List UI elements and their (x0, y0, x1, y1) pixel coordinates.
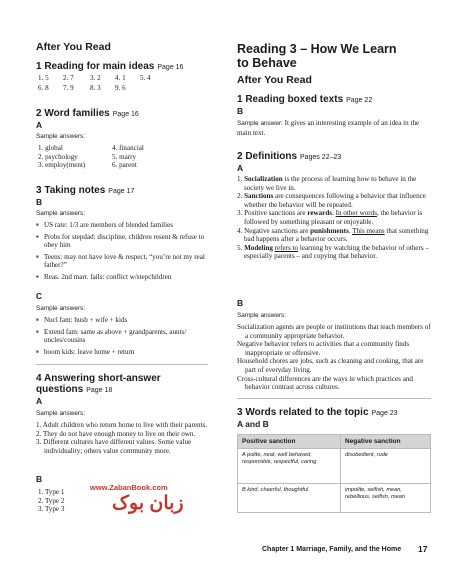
type-item: 2. Type 2 (38, 496, 65, 505)
note-item: ■ Probs for stepdad: discipline, children resent & refuse to obey him (36, 233, 206, 250)
reading-title-line: Reading 3 – How We Learn (237, 42, 397, 56)
type-item: 1. Type 1 (38, 488, 65, 496)
watermark-logo-text: زبان بوک (112, 493, 184, 514)
definition-paragraph: Negative behavior refers to activities that a community finds inappropriate or offensive. (237, 340, 410, 357)
section-words-topic-heading (237, 407, 398, 418)
column-header-negative: Negative sanction (341, 435, 431, 449)
sample-answers-label: Sample answers: (36, 305, 86, 312)
definition-item (237, 209, 429, 226)
page-ref: Page 16 (112, 111, 139, 118)
def-text: Negative sanctions are (244, 226, 311, 235)
answers-row-2 (38, 84, 140, 93)
section-taking-notes-heading (36, 185, 134, 196)
def-number: 1. (237, 175, 245, 183)
sample-answers-label: Sample answers: (237, 312, 287, 319)
sample-answer-text: It gives an interesting example of an idea in the main text. (237, 119, 420, 137)
type-item: 3. Type 3 (38, 505, 65, 514)
section-boxed-texts-heading (237, 94, 372, 105)
section-divider (36, 364, 208, 365)
letter-a: A (36, 120, 43, 130)
sample-answers-label: Sample answers: (36, 210, 86, 217)
definition-item (237, 192, 429, 209)
table-cell: disobedient, rude (341, 449, 431, 484)
definition-item (237, 244, 429, 261)
table-row (238, 449, 431, 484)
definition-paragraph: Household chores are jobs, such as cleaning and cooking, that are part of everyday living. (237, 357, 424, 374)
notes-list-b (36, 221, 206, 282)
letter-a: A (237, 163, 244, 173)
after-you-read-heading: After You Read (237, 74, 312, 86)
answer: 1. 5 (38, 74, 49, 82)
definition-paragraph: Socialization agents are people or institutions that teach members of a community appropriate behavior. (237, 323, 431, 340)
boxed-text-answer (237, 119, 427, 137)
table-cell: B kind, cheerful, thoughtful (238, 484, 341, 513)
note-item: ■ Extend fam: same as above + grandparents, aunts/ uncles/cousins (36, 328, 206, 345)
answers-row-1 (38, 74, 165, 83)
reading-title (237, 42, 397, 70)
after-you-read-heading: After You Read (36, 41, 111, 53)
section-title: 3 Taking notes (36, 185, 106, 196)
page-ref: Page 16 (157, 64, 184, 71)
signal-phrase: In other words (335, 209, 377, 218)
answer: 7. 9 (63, 84, 74, 92)
page-ref: Page 17 (108, 188, 135, 195)
footer-page-number: 17 (418, 544, 428, 554)
table-cell: A polite, neat, well behaved, responsible, respectful, caring (238, 449, 341, 484)
signal-phrase: This means (352, 226, 385, 235)
def-term: Socialization (244, 175, 283, 183)
watermark (90, 483, 218, 523)
word-item: 3. employ(ment) (38, 161, 86, 170)
def-text: , the behavior is followed by something pleasant or enjoyable. (244, 209, 423, 226)
word-list-b (112, 144, 182, 170)
def-number: 5. (237, 243, 245, 252)
sanction-table (237, 434, 431, 513)
section-short-answer-heading (36, 373, 161, 396)
section-title: 2 Definitions (237, 151, 298, 162)
section-title: 1 Reading for main ideas (36, 61, 155, 72)
def-term: Modeling (244, 243, 273, 252)
page-ref: Page 22 (346, 97, 373, 104)
note-item: ■ boom kids: leave home + return (36, 348, 206, 357)
letter-c: C (36, 291, 43, 301)
section-title: 2 Word families (36, 108, 110, 119)
def-text: is the process of learning how to behave in the society we live in. (244, 175, 417, 192)
page-ref: Page 23 (371, 410, 398, 417)
notes-list-c (36, 316, 206, 356)
def-text: learning by watching the behavior of others – especially parents – and copying that behavior. (244, 243, 429, 261)
watermark-url: www.ZabanBook.com (90, 483, 168, 492)
signal-phrase: refers to (274, 243, 299, 252)
letter-b: B (237, 106, 244, 116)
answer: 6. 8 (38, 84, 49, 92)
def-number: 3. (237, 209, 245, 218)
short-answer: 1. Adult children who return home to live with their parents. (36, 421, 208, 429)
answer: 2. 7 (63, 74, 74, 82)
sample-answers-label: Sample answers: (36, 133, 86, 140)
table-header-row (238, 435, 431, 449)
table-cell: impolite, selfish, mean, rebellious, selfish, mean (341, 484, 431, 513)
section-title: 3 Words related to the topic (237, 407, 369, 418)
def-text: are consequences following a behavior that influence whether the behavior will be repeated. (244, 192, 426, 209)
def-text: that something bad happens after a behavior occurs. (244, 226, 429, 244)
section-word-families-heading (36, 108, 139, 119)
section-title: 4 Answering short-answer (36, 373, 161, 384)
letter-b: B (36, 197, 43, 207)
section-title: questions (36, 384, 84, 395)
letter-a: A (36, 396, 43, 406)
sample-answer-label: Sample answer: (237, 120, 283, 127)
section-divider (237, 398, 431, 399)
definition-item (237, 175, 429, 192)
def-text: . (332, 209, 336, 218)
definitions-list (237, 175, 429, 261)
column-header-positive: Positive sanction (238, 435, 341, 449)
definition-paragraph: Cross-cultural differences are the ways in which practices and behavior contrast across cultures. (237, 374, 413, 392)
def-number: 4. (237, 226, 245, 235)
answer: 8. 3 (90, 84, 101, 92)
section-reading-main-ideas-heading (36, 61, 183, 72)
type-list (38, 488, 64, 514)
note-item: ■ Nucl fam: husb + wife + kids (36, 316, 206, 325)
short-answer: 2. They do not have enough money to live on their own. (36, 429, 196, 438)
page-ref: Page 18 (86, 387, 113, 394)
word-item: 6. parent (112, 161, 137, 170)
answer: 9. 6 (115, 84, 126, 92)
note-item: ■ US rate: 1/3 are members of blended families (36, 221, 206, 230)
answer: 4. 1 (115, 74, 126, 82)
def-term: rewards (307, 209, 333, 218)
word-item: 4. financial (112, 144, 144, 152)
note-item: ■ Teens: may not have love & respect, “you’re not my real father?” (36, 253, 206, 270)
def-text: . (348, 226, 353, 235)
footer-chapter: Chapter 1 Marriage, Family, and the Home (262, 546, 402, 553)
definitions-paragraphs (237, 323, 431, 392)
def-text: Positive sanctions are (244, 209, 308, 218)
def-number: 2. (237, 192, 245, 201)
page-ref: Pages 22–23 (300, 154, 342, 161)
short-answers-list (36, 421, 212, 455)
word-item: 5. marry (112, 152, 137, 161)
word-list-a (38, 144, 108, 170)
note-item: ■ Reas. 2nd marr. fails: conflict w/stepchildren (36, 273, 206, 282)
short-answer: 3. Different cultures have different values. Some value individuality; others value community more. (36, 438, 192, 455)
letter-b: B (237, 298, 244, 308)
definition-item (237, 227, 429, 244)
def-term: Sanctions (244, 192, 274, 201)
answer: 5. 4 (140, 74, 151, 82)
word-item: 1. global (38, 144, 63, 152)
section-title: 1 Reading boxed texts (237, 94, 344, 105)
reading-title-line: to Behave (237, 56, 297, 70)
answer: 3. 2 (90, 74, 101, 82)
letter-b: B (36, 474, 43, 484)
section-definitions-heading (237, 151, 341, 162)
letter-a-and-b: A and B (237, 419, 269, 429)
word-item: 2. psychology (38, 152, 78, 161)
def-term: punishments (310, 226, 349, 235)
table-row (238, 484, 431, 513)
sample-answers-label: Sample answers: (36, 410, 86, 417)
